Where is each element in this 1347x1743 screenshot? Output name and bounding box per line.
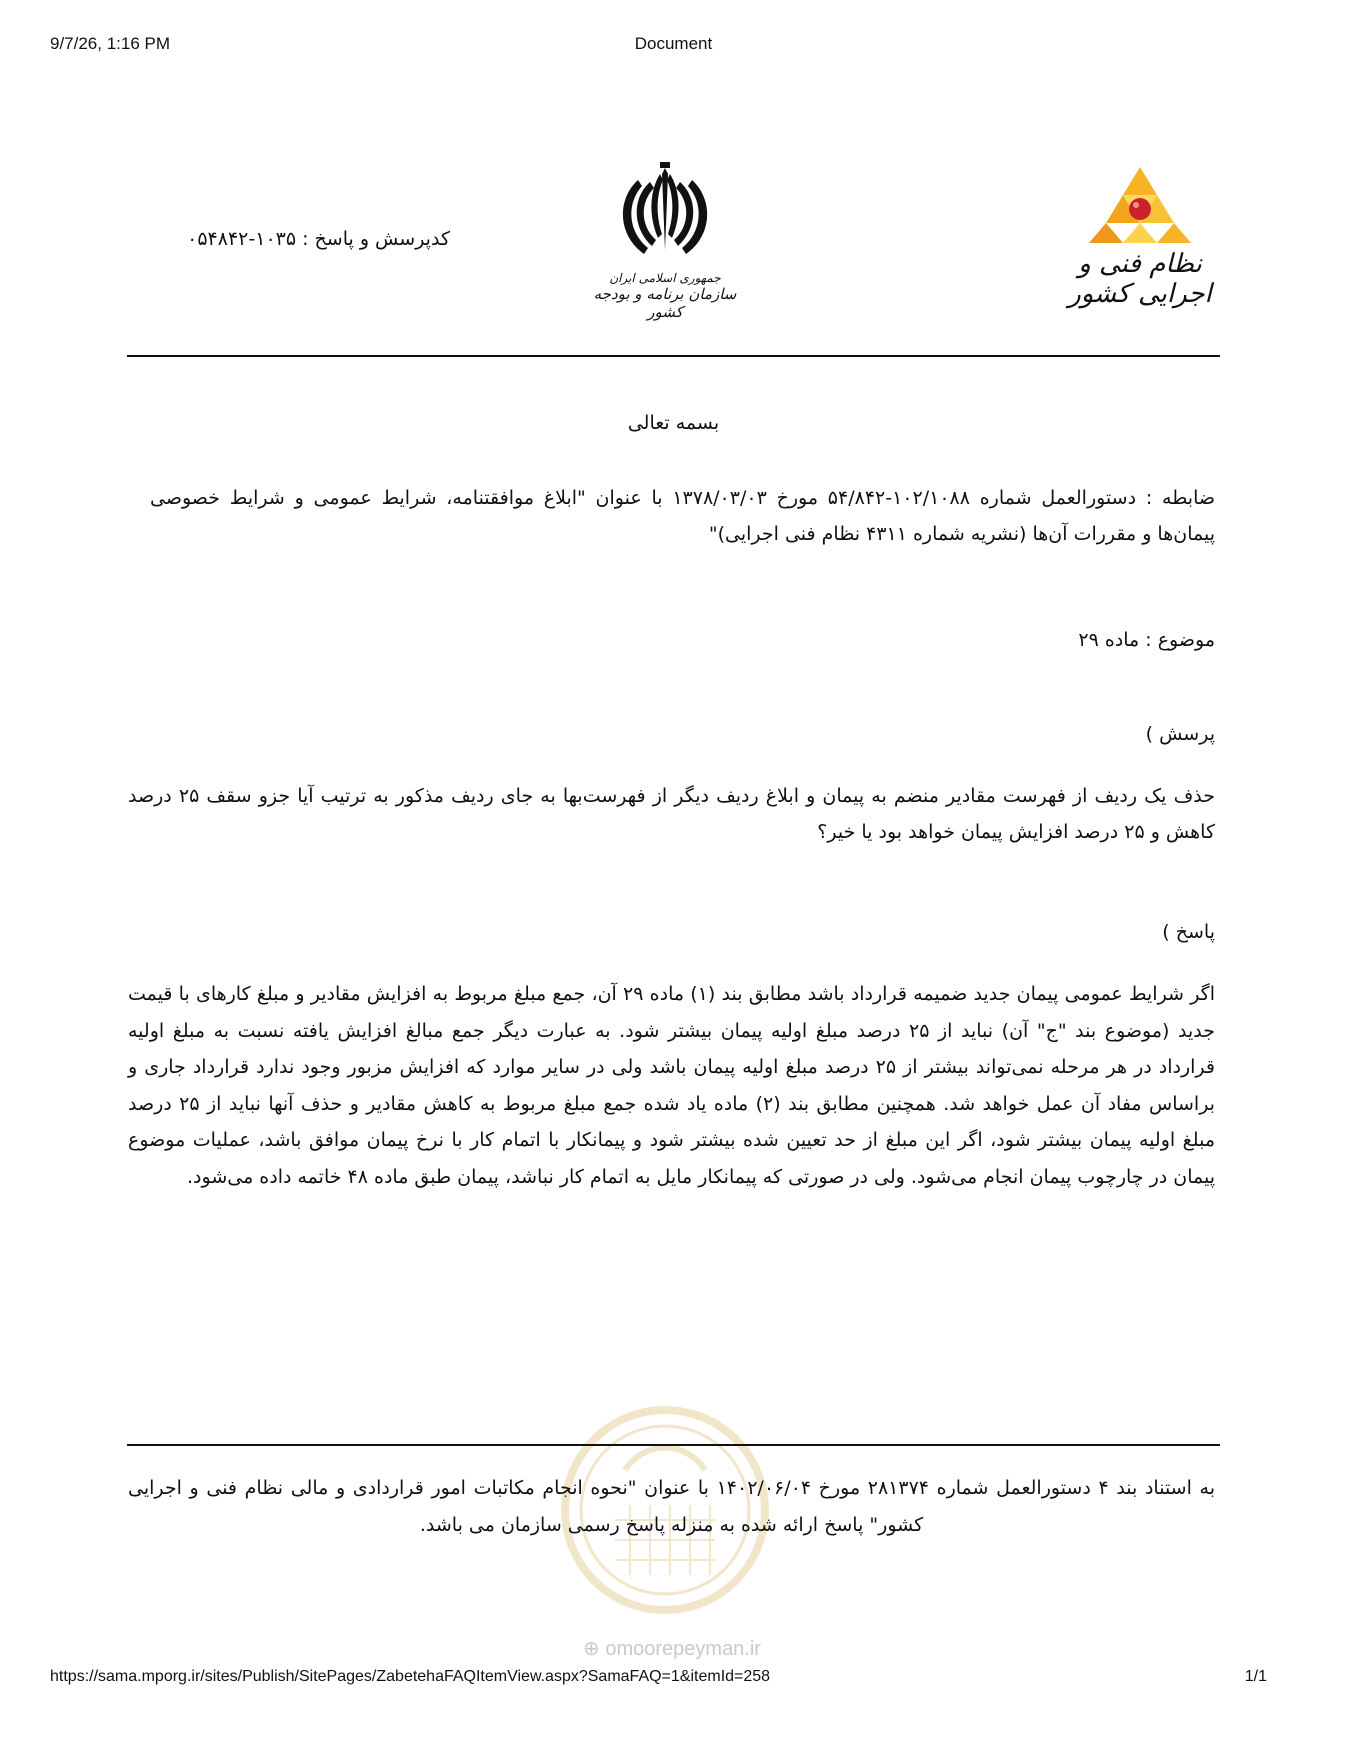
watermark-site-text: omoorepeyman.ir bbox=[605, 1638, 761, 1660]
print-date: 9/7/26, 1:16 PM bbox=[50, 34, 171, 53]
print-page-number: 1/1 bbox=[1244, 1668, 1267, 1685]
header-divider bbox=[127, 355, 1220, 357]
footer-note-line-2: کشور" پاسخ ارائه شده به منزله پاسخ رسمی سازمان می باشد. bbox=[419, 1514, 924, 1536]
answer-text: اگر شرایط عمومی پیمان جدید ضمیمه قرارداد باشد مطابق بند (۱) ماده ۲۹ آن، جمع مبلغ مربوط به افزایش مقادیر و مبلغ کارهای با قیمت جدید (موضوع بند "ج" آن) نباید از ۲۵ درصد مبلغ اولیه پیمان بیشتر شود. به عبارت دیگر جمع مبالغ افزایش یافته نسبت به مبلغ اولیه قرارداد در هر مرحله نمی‌تواند بیشتر از ۲۵ درصد مبلغ اولیه پیمان باشد ولی در سایر موارد که افزایش مزبور وجود ندارد قرارداد جاری و براساس مفاد آن عمل خواهد شد. همچنین مطابق بند (۲) ماده یاد شده جمع مبلغ مربوط به کاهش مقادیر و حذف آنها نباید از ۲۵ درصد مبلغ اولیه پیمان بیشتر شود، اگر این مبلغ از حد تعیین شده بیشتر شود و پیمانکار با اتمام کار با نرخ پیمان موافق باشد، عملیات موضوع پیمان در چارچوب پیمان انجام می‌شود. ولی در صورتی که پیمانکار مایل به اتمام کار نباشد، پیمان طبق ماده ۴۸ خاتمه داده می‌شود. bbox=[128, 983, 1215, 1188]
watermark-site bbox=[562, 1636, 782, 1661]
footer-note bbox=[128, 1470, 1215, 1544]
emblem-caption-country: جمهوری اسلامی ایران bbox=[609, 271, 721, 285]
government-emblem bbox=[590, 160, 740, 321]
faq-code: کدپرسش و پاسخ : ۱۰۳۵-۰۵۴۸۴۲ bbox=[187, 228, 450, 250]
question-label: پرسش ) bbox=[1145, 723, 1215, 745]
subject-line: موضوع : ماده ۲۹ bbox=[1078, 629, 1215, 651]
brand-logo bbox=[1060, 165, 1220, 309]
basmala-heading: بسمه تعالی bbox=[627, 412, 720, 434]
emblem-caption-organization: سازمان برنامه و بودجه کشور bbox=[593, 285, 737, 321]
iran-emblem-icon bbox=[610, 160, 720, 265]
brand-name: نظام فنی و اجرایی کشور bbox=[1068, 249, 1212, 309]
answer-label: پاسخ ) bbox=[1162, 921, 1215, 943]
technical-system-logo-icon bbox=[1085, 165, 1195, 245]
footer-note-line-1: به استناد بند ۴ دستورالعمل شماره ۲۸۱۳۷۴ مورخ ۱۴۰۲/۰۶/۰۴ با عنوان "نحوه انجام مکاتبات امور قراردادی و مالی نظام فنی و اجرایی bbox=[128, 1477, 1215, 1499]
question-text: حذف یک ردیف از فهرست مقادیر منضم به پیمان و ابلاغ ردیف دیگر از فهرست‌بها به جای ردیف مذکور به ترتیب آیا جزو سقف ۲۵ درصد کاهش و ۲۵ درصد افزایش پیمان خواهد بود یا خیر؟ bbox=[128, 785, 1215, 843]
print-title: Document bbox=[634, 34, 713, 53]
globe-icon: ⊕ bbox=[583, 1638, 600, 1660]
regulation-reference: ضابطه : دستورالعمل شماره ۱۰۲/۱۰۸۸-۵۴/۸۴۲ مورخ ۱۳۷۸/۰۳/۰۳ با عنوان "ابلاغ موافقتنامه، شرایط عمومی و شرایط خصوصی پیمان‌ها و مقررات آن‌ها (نشریه شماره ۴۳۱۱ نظام فنی اجرایی)" bbox=[150, 487, 1216, 545]
footer-divider bbox=[127, 1444, 1220, 1446]
print-url: https://sama.mporg.ir/sites/Publish/SitePages/ZabetehaFAQItemView.aspx?SamaFAQ=1&itemId=258 bbox=[50, 1668, 771, 1685]
